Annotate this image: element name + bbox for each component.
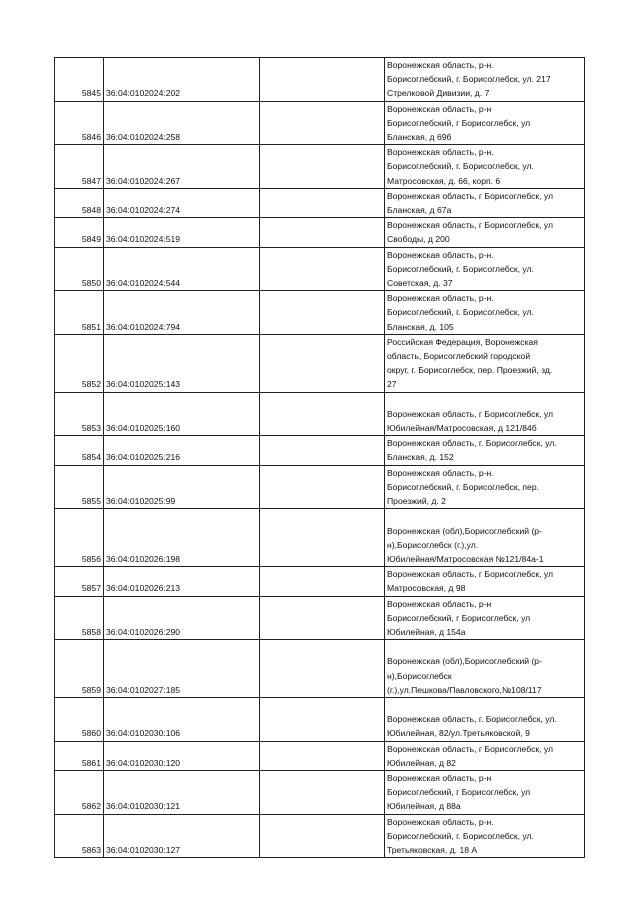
empty-cell [260,596,385,640]
cadastral-number-cell: 36:04:0102024:544 [104,247,260,291]
empty-cell [260,814,385,858]
table-row [55,58,585,102]
table-row [55,188,585,217]
table-row [55,770,585,814]
address-cell: Воронежская область, г Борисоглебск, ул Свободы, д 200 [385,218,585,247]
table-row [55,101,585,145]
table-row [55,247,585,291]
cadastral-number-cell: 36:04:0102024:267 [104,145,260,189]
row-number-cell: 5858 [55,596,104,640]
table-row [55,509,585,567]
address-cell: Воронежская область, р-н. Борисоглебский, г. Борисоглебск, ул. Бланская, д. 105 [385,291,585,335]
address-cell: Воронежская область, г Борисоглебск, ул Бланская, д 67а [385,188,585,217]
address-cell: Воронежская (обл),Борисоглебский (р- н),Борисоглебск (г.),ул. Юбилейная/Матросовская №121/84а-1 [385,509,585,567]
cadastral-number-cell: 36:04:0102025:143 [104,334,260,392]
address-cell: Воронежская область, г. Борисоглебск, ул. Бланская, д. 152 [385,436,585,465]
address-cell: Воронежская область, р-н. Борисоглебский, г. Борисоглебск, пер. Проезжий, д. 2 [385,465,585,509]
row-number-cell: 5854 [55,436,104,465]
registry-body [55,58,585,858]
row-number-cell: 5851 [55,291,104,335]
table-row [55,291,585,335]
address-cell: Воронежская область, р-н Борисоглебский, г Борисоглебск, ул Юбилейная, д 88а [385,770,585,814]
table-row [55,567,585,596]
row-number-cell: 5856 [55,509,104,567]
row-number-cell: 5848 [55,188,104,217]
table-row [55,697,585,741]
address-cell: Воронежская область, р-н. Борисоглебский, г. Борисоглебск, ул. Матросовская, д. 66, корп. 6 [385,145,585,189]
cadastral-number-cell: 36:04:0102025:99 [104,465,260,509]
table-row [55,218,585,247]
empty-cell [260,465,385,509]
empty-cell [260,247,385,291]
row-number-cell: 5855 [55,465,104,509]
row-number-cell: 5861 [55,741,104,770]
address-cell: Воронежская область, г Борисоглебск, ул Матросовская, д 98 [385,567,585,596]
cadastral-number-cell: 36:04:0102025:216 [104,436,260,465]
row-number-cell: 5849 [55,218,104,247]
cadastral-number-cell: 36:04:0102030:121 [104,770,260,814]
address-cell: Воронежская (обл),Борисоглебский (р- н),Борисоглебск (г.),ул.Пешкова/Павловского,№108/117 [385,640,585,698]
table-row [55,145,585,189]
row-number-cell: 5863 [55,814,104,858]
cadastral-number-cell: 36:04:0102030:106 [104,697,260,741]
empty-cell [260,640,385,698]
row-number-cell: 5862 [55,770,104,814]
address-cell: Воронежская область, р-н. Борисоглебский, г. Борисоглебск, ул. 217 Стрелковой Дивизии, д. 7 [385,58,585,102]
row-number-cell: 5846 [55,101,104,145]
empty-cell [260,567,385,596]
row-number-cell: 5850 [55,247,104,291]
row-number-cell: 5853 [55,392,104,436]
empty-cell [260,101,385,145]
cadastral-number-cell: 36:04:0102030:127 [104,814,260,858]
registry-table [54,57,585,858]
empty-cell [260,509,385,567]
cadastral-number-cell: 36:04:0102024:258 [104,101,260,145]
row-number-cell: 5859 [55,640,104,698]
empty-cell [260,770,385,814]
cadastral-number-cell: 36:04:0102024:794 [104,291,260,335]
address-cell: Российская Федерация, Воронежская область, Борисоглебский городской округ, г. Борисоглебск, пер. Проезжий, зд. 27 [385,334,585,392]
empty-cell [260,392,385,436]
table-row [55,596,585,640]
address-cell: Воронежская область, р-н Борисоглебский, г Борисоглебск, ул Бланская, д 69б [385,101,585,145]
empty-cell [260,58,385,102]
empty-cell [260,188,385,217]
table-row [55,640,585,698]
empty-cell [260,741,385,770]
cadastral-number-cell: 36:04:0102024:274 [104,188,260,217]
row-number-cell: 5847 [55,145,104,189]
cadastral-number-cell: 36:04:0102024:519 [104,218,260,247]
table-row [55,741,585,770]
cadastral-number-cell: 36:04:0102030:120 [104,741,260,770]
address-cell: Воронежская область, г Борисоглебск, ул Юбилейная, д 82 [385,741,585,770]
empty-cell [260,291,385,335]
row-number-cell: 5860 [55,697,104,741]
empty-cell [260,436,385,465]
address-cell: Воронежская область, г Борисоглебск, ул Юбилейная/Матросовская, д 121/84б [385,392,585,436]
empty-cell [260,334,385,392]
table-row [55,392,585,436]
empty-cell [260,697,385,741]
cadastral-number-cell: 36:04:0102026:213 [104,567,260,596]
cadastral-number-cell: 36:04:0102025:160 [104,392,260,436]
address-cell: Воронежская область, р-н. Борисоглебский, г. Борисоглебск, ул. Советская, д. 37 [385,247,585,291]
table-row [55,436,585,465]
address-cell: Воронежская область, р-н Борисоглебский, г Борисоглебск, ул Юбилейная, д 154а [385,596,585,640]
empty-cell [260,145,385,189]
row-number-cell: 5857 [55,567,104,596]
address-cell: Воронежская область, г. Борисоглебск, ул. Юбилейная, 82/ул.Третьяковской, 9 [385,697,585,741]
address-cell: Воронежская область, р-н. Борисоглебский, г. Борисоглебск, ул. Третьяковская, д. 18 А [385,814,585,858]
table-row [55,814,585,858]
row-number-cell: 5845 [55,58,104,102]
cadastral-number-cell: 36:04:0102026:290 [104,596,260,640]
row-number-cell: 5852 [55,334,104,392]
cadastral-number-cell: 36:04:0102024:202 [104,58,260,102]
cadastral-number-cell: 36:04:0102026:198 [104,509,260,567]
empty-cell [260,218,385,247]
cadastral-number-cell: 36:04:0102027:185 [104,640,260,698]
table-row [55,465,585,509]
table-row [55,334,585,392]
